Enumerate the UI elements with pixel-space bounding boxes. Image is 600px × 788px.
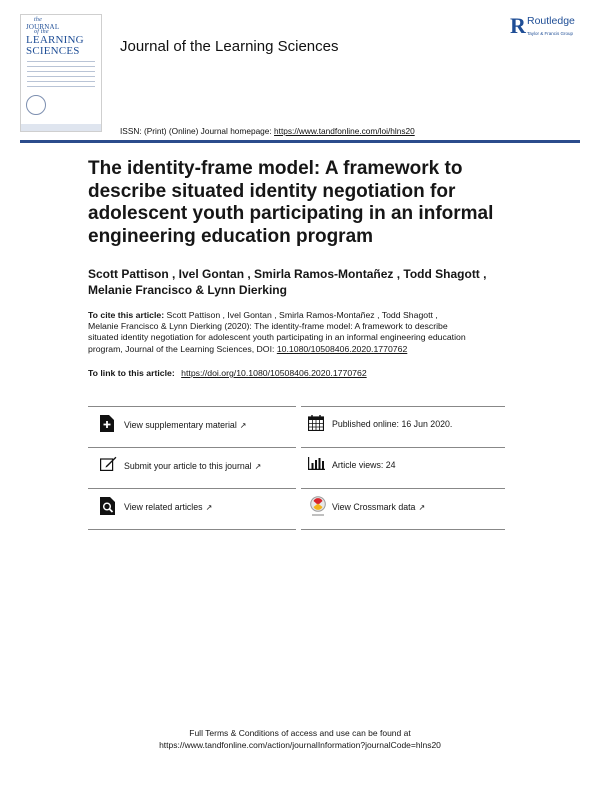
article-title — [88, 158, 528, 248]
view-crossmark-label: View Crossmark data — [332, 502, 416, 512]
citation-label: To cite this article: — [88, 310, 165, 320]
divider — [88, 529, 296, 530]
publisher-tagline: Taylor & Francis Group — [527, 31, 574, 36]
cover-title-line: LEARNING — [26, 34, 84, 47]
routledge-r-icon: R — [510, 13, 526, 38]
author-line: Scott Pattison , Ivel Gontan , Smirla Ramos-Montañez , Todd Shagott , — [88, 267, 487, 281]
view-supplementary-label: View supplementary material — [124, 420, 237, 430]
journal-homepage-link[interactable]: https://www.tandfonline.com/loi/hlns20 — [274, 126, 415, 136]
article-title-line: adolescent youth participating in an informal — [88, 203, 494, 224]
author-line: Melanie Francisco & Lynn Dierking — [88, 283, 287, 297]
journal-cover-thumbnail — [20, 14, 102, 132]
article-title-line: engineering education program — [88, 225, 374, 247]
doi-link[interactable]: 10.1080/10508406.2020.1770762 — [276, 343, 408, 354]
cover-seal-icon — [26, 95, 46, 115]
publisher-name: Routledge — [527, 15, 575, 27]
article-title-line: describe situated identity negotiation for — [88, 180, 456, 202]
cover-title-line: JOURNAL — [26, 22, 60, 31]
cover-footer-band — [21, 124, 101, 131]
edit-pencil-icon — [100, 456, 117, 471]
header-rule — [20, 140, 580, 143]
bar-chart-icon — [308, 457, 325, 470]
cover-title-line: the — [34, 17, 42, 23]
divider — [301, 447, 505, 448]
citation-line — [88, 310, 528, 321]
citation-line: situated identity negotiation for adolescent youth participating in an informal engineering education — [88, 332, 466, 343]
divider — [88, 447, 296, 448]
cover-title — [26, 18, 98, 56]
routledge-logo[interactable] — [510, 12, 590, 46]
document-plus-icon — [100, 415, 114, 432]
citation-line: Melanie Francisco & Lynn Dierking (2020): The identity-frame model: A framework to describe — [88, 321, 448, 332]
published-date: Published online: 16 Jun 2020. — [332, 419, 453, 429]
citation-block — [88, 310, 528, 355]
external-link-icon: ↗ — [205, 503, 213, 512]
citation-text: Scott Pattison , Ivel Gontan , Smirla Ramos-Montañez , Todd Shagott , — [166, 310, 438, 320]
terms-url-link[interactable]: https://www.tandfonline.com/action/journalInformation?journalCode=hlns20 — [159, 740, 441, 750]
cover-title-line: SCIENCES — [26, 44, 80, 57]
external-link-icon: ↗ — [418, 503, 426, 512]
article-title-line: The identity-frame model: A framework to — [88, 158, 463, 179]
article-link-line — [88, 368, 367, 378]
journal-title: Journal of the Learning Sciences — [120, 38, 339, 55]
divider — [301, 488, 505, 489]
view-related-label: View related articles — [124, 502, 203, 512]
author-list — [88, 266, 528, 298]
submit-article-label: Submit your article to this journal — [124, 461, 252, 471]
external-link-icon: ↗ — [239, 421, 247, 430]
issn-line — [120, 126, 415, 136]
issn-text: ISSN: (Print) (Online) Journal homepage: — [120, 126, 272, 136]
article-doi-url-link[interactable]: https://doi.org/10.1080/10508406.2020.1770762 — [181, 368, 367, 378]
divider — [301, 406, 505, 407]
divider — [88, 488, 296, 489]
citation-text: program, Journal of the Learning Sciences, DOI: — [88, 343, 275, 354]
divider — [301, 529, 505, 530]
cover-text-lines — [27, 61, 95, 91]
article-views-count: Article views: 24 — [332, 460, 396, 470]
citation-line — [88, 344, 528, 355]
search-document-icon — [100, 497, 116, 515]
calendar-icon — [308, 415, 324, 431]
external-link-icon: ↗ — [254, 462, 262, 471]
cover-title-line: of the — [34, 28, 49, 35]
terms-footer — [0, 727, 600, 751]
article-link-label: To link to this article: — [88, 368, 175, 378]
divider — [88, 406, 296, 407]
crossmark-icon — [310, 496, 326, 518]
terms-text: Full Terms & Conditions of access and use can be found at — [189, 728, 411, 738]
